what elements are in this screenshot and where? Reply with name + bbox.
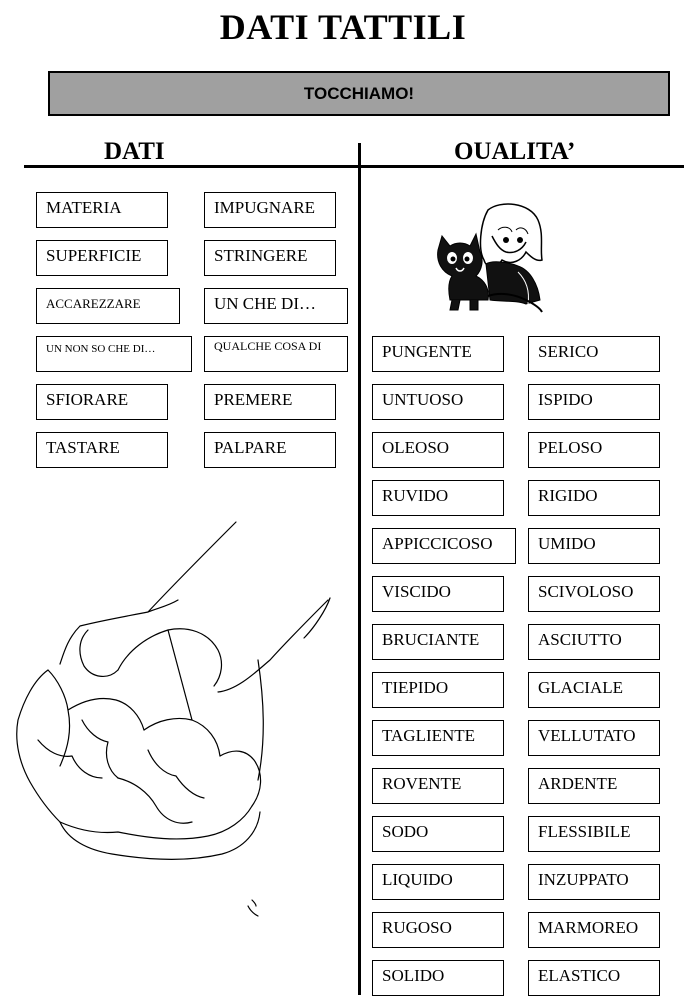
qualita-box: ARDENTE	[528, 768, 660, 804]
qualita-box: VELLUTATO	[528, 720, 660, 756]
qualita-box: TIEPIDO	[372, 672, 504, 708]
girl-with-cat-icon	[430, 200, 550, 315]
dati-box: SUPERFICIE	[36, 240, 168, 276]
hand-squeezing-cloth-icon	[8, 520, 338, 920]
header-rule-left	[24, 165, 358, 168]
qualita-box: RUVIDO	[372, 480, 504, 516]
dati-box: IMPUGNARE	[204, 192, 336, 228]
qualita-box: ROVENTE	[372, 768, 504, 804]
qualita-box: VISCIDO	[372, 576, 504, 612]
banner-text: TOCCHIAMO!	[303, 83, 415, 103]
qualita-box: ASCIUTTO	[528, 624, 660, 660]
qualita-box: FLESSIBILE	[528, 816, 660, 852]
column-divider	[358, 143, 361, 995]
qualita-box: OLEOSO	[372, 432, 504, 468]
dati-box: UN CHE DI…	[204, 288, 348, 324]
qualita-heading: OUALITA’	[454, 138, 576, 165]
dati-box: PREMERE	[204, 384, 336, 420]
qualita-box: SERICO	[528, 336, 660, 372]
qualita-box: UMIDO	[528, 528, 660, 564]
qualita-box: ELASTICO	[528, 960, 660, 996]
dati-heading: DATI	[104, 138, 165, 165]
dati-box: ACCAREZZARE	[36, 288, 180, 324]
qualita-box: SCIVOLOSO	[528, 576, 660, 612]
qualita-box: PELOSO	[528, 432, 660, 468]
banner	[48, 71, 670, 116]
dati-box: MATERIA	[36, 192, 168, 228]
qualita-box: APPICCICOSO	[372, 528, 516, 564]
qualita-box: GLACIALE	[528, 672, 660, 708]
dati-box: TASTARE	[36, 432, 168, 468]
qualita-box: SODO	[372, 816, 504, 852]
dati-box: STRINGERE	[204, 240, 336, 276]
dati-box: PALPARE	[204, 432, 336, 468]
qualita-box: ISPIDO	[528, 384, 660, 420]
qualita-box: INZUPPATO	[528, 864, 660, 900]
qualita-box: RUGOSO	[372, 912, 504, 948]
qualita-box: UNTUOSO	[372, 384, 504, 420]
dati-box: UN NON SO CHE DI…	[36, 336, 192, 372]
dati-box: QUALCHE COSA DI	[204, 336, 348, 372]
qualita-box: PUNGENTE	[372, 336, 504, 372]
qualita-box: RIGIDO	[528, 480, 660, 516]
dati-box: SFIORARE	[36, 384, 168, 420]
qualita-box: BRUCIANTE	[372, 624, 504, 660]
page-title: DATI TATTILI	[219, 7, 467, 47]
qualita-box: LIQUIDO	[372, 864, 504, 900]
qualita-box: MARMOREO	[528, 912, 660, 948]
qualita-box: SOLIDO	[372, 960, 504, 996]
qualita-box: TAGLIENTE	[372, 720, 504, 756]
